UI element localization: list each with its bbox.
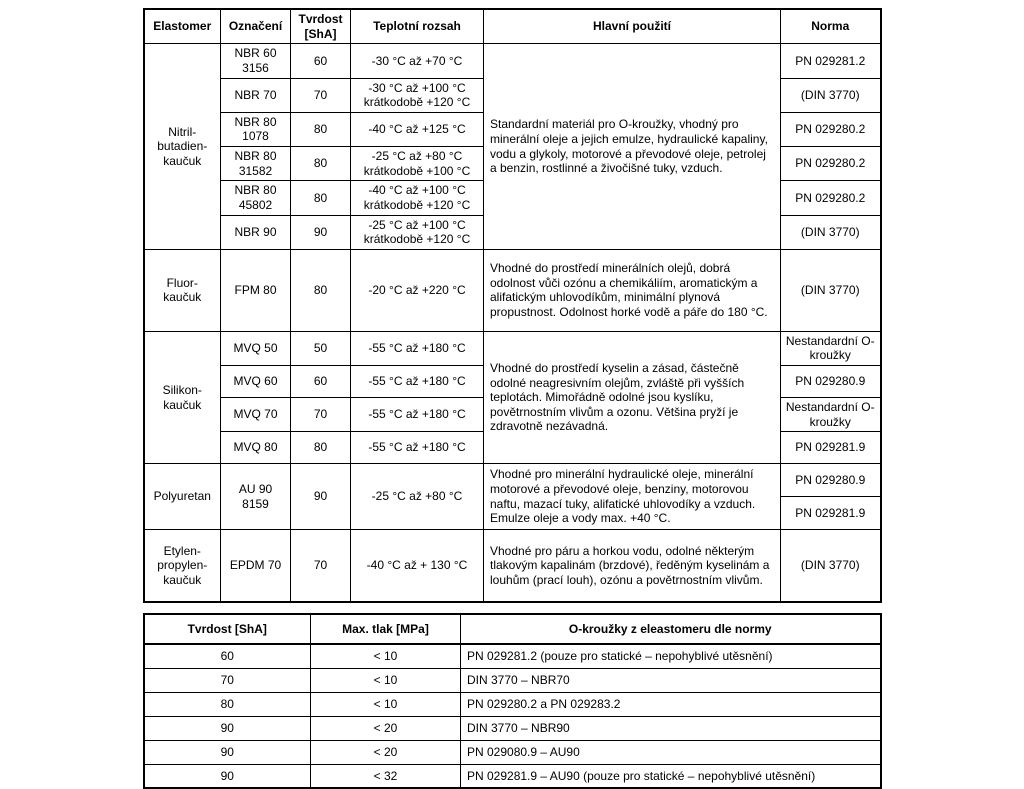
cell-oznaceni: FPM 80	[221, 249, 291, 331]
table-row	[144, 740, 881, 764]
cell-oznaceni: NBR 80 31582	[221, 147, 291, 181]
cell-tvrdost: 90	[144, 764, 311, 788]
cell-teplotni: -40 °C až +125 °C	[351, 112, 484, 146]
cell-elastomer-group: Silikon-kaučuk	[144, 331, 221, 464]
cell-norma-desc: PN 029080.9 – AU90	[461, 740, 881, 764]
cell-norma: Nestandardní O-kroužky	[781, 398, 881, 432]
table-row	[144, 716, 881, 740]
header-okrouzky-normy: O-kroužky z eleastomeru dle normy	[461, 614, 881, 644]
table-row	[144, 668, 881, 692]
cell-norma: PN 029281.9	[781, 432, 881, 464]
cell-tvrdost: 80	[291, 249, 351, 331]
cell-oznaceni: NBR 80 45802	[221, 181, 291, 215]
cell-tvrdost: 50	[291, 331, 351, 365]
cell-oznaceni: NBR 90	[221, 215, 291, 249]
cell-max-tlak: < 20	[311, 740, 461, 764]
cell-oznaceni: MVQ 60	[221, 366, 291, 398]
cell-tvrdost: 80	[144, 692, 311, 716]
cell-elastomer-group: Polyuretan	[144, 464, 221, 530]
cell-teplotni: -40 °C až + 130 °C	[351, 529, 484, 602]
cell-teplotni: -25 °C až +100 °C krátkodobě +120 °C	[351, 215, 484, 249]
cell-tvrdost: 70	[291, 529, 351, 602]
cell-oznaceni: NBR 80 1078	[221, 112, 291, 146]
cell-oznaceni: NBR 60 3156	[221, 44, 291, 78]
cell-oznaceni: MVQ 70	[221, 398, 291, 432]
cell-tvrdost: 60	[144, 644, 311, 668]
norms-table-header-row	[144, 614, 881, 644]
cell-tvrdost: 70	[291, 78, 351, 112]
cell-norma: (DIN 3770)	[781, 78, 881, 112]
cell-pouziti: Vhodné do prostředí minerálních olejů, dobrá odolnost vůči ozónu a chemikáliím, aromatickým a alifatickým uhlovodíkům, minimální plynová propustnost. Odolnost horké vodě a páře do 180 °C.	[484, 249, 781, 331]
cell-pouziti: Vhodné do prostředí kyselin a zásad, částečně odolné neagresivním olejům, zvláště při vyšších teplotách. Mimořádně odolné jsou kyslíku, povětrnostním vlivům a ozonu. Většina pryží je zdravotně nezávadná.	[484, 331, 781, 464]
header-hlavni-pouziti: Hlavní použití	[484, 9, 781, 44]
cell-teplotni: -55 °C až +180 °C	[351, 398, 484, 432]
cell-norma: (DIN 3770)	[781, 249, 881, 331]
cell-norma: PN 029280.9	[781, 464, 881, 497]
cell-teplotni: -40 °C až +100 °C krátkodobě +120 °C	[351, 181, 484, 215]
cell-teplotni: -30 °C až +100 °C krátkodobě +120 °C	[351, 78, 484, 112]
cell-norma: PN 029281.2	[781, 44, 881, 78]
cell-tvrdost: 60	[291, 366, 351, 398]
cell-norma: PN 029280.9	[781, 366, 881, 398]
cell-pouziti: Standardní materiál pro O-kroužky, vhodný pro minerální oleje a jejich emulze, hydraulické kapaliny, vodu a glykoly, motorové a převodové oleje, petrolej a benzin, rostlinné a živočišné tuky, vzduch.	[484, 44, 781, 250]
header-teplotni-rozsah: Teplotní rozsah	[351, 9, 484, 44]
table-row	[144, 249, 881, 331]
cell-oznaceni: MVQ 80	[221, 432, 291, 464]
elastomer-table-header-row	[144, 9, 881, 44]
cell-pouziti: Vhodné pro minerální hydraulické oleje, minerální motorové a převodové oleje, benziny, motorovou naftu, mazací tuky, alifatické uhlovodíky a vzduch. Emulze oleje a vody max. +40 °C.	[484, 464, 781, 530]
cell-oznaceni: EPDM 70	[221, 529, 291, 602]
cell-max-tlak: < 32	[311, 764, 461, 788]
norms-table	[143, 613, 882, 789]
cell-oznaceni: MVQ 50	[221, 331, 291, 365]
cell-elastomer-group: Nitril-butadien-kaučuk	[144, 44, 221, 250]
cell-teplotni: -25 °C až +80 °C krátkodobě +100 °C	[351, 147, 484, 181]
cell-norma-desc: PN 029280.2 a PN 029283.2	[461, 692, 881, 716]
cell-tvrdost: 80	[291, 181, 351, 215]
cell-pouziti: Vhodné pro páru a horkou vodu, odolné některým tlakovým kapalinám (brzdové), ředěným kyselinám a louhům (prací louh), ozónu a povětrnostním vlivům.	[484, 529, 781, 602]
elastomer-table	[143, 8, 882, 603]
header-elastomer: Elastomer	[144, 9, 221, 44]
header-max-tlak: Max. tlak [MPa]	[311, 614, 461, 644]
cell-norma-desc: PN 029281.2 (pouze pro statické – nepohyblivé utěsnění)	[461, 644, 881, 668]
cell-elastomer-group: Etylen-propylen-kaučuk	[144, 529, 221, 602]
header-norma: Norma	[781, 9, 881, 44]
cell-tvrdost: 90	[291, 215, 351, 249]
cell-tvrdost: 90	[144, 716, 311, 740]
table-row	[144, 529, 881, 602]
cell-teplotni: -25 °C až +80 °C	[351, 464, 484, 530]
cell-tvrdost: 70	[144, 668, 311, 692]
cell-max-tlak: < 10	[311, 692, 461, 716]
cell-norma-desc: DIN 3770 – NBR70	[461, 668, 881, 692]
cell-tvrdost: 80	[291, 432, 351, 464]
cell-tvrdost: 60	[291, 44, 351, 78]
cell-norma: PN 029280.2	[781, 147, 881, 181]
cell-norma: (DIN 3770)	[781, 529, 881, 602]
cell-tvrdost: 80	[291, 147, 351, 181]
cell-norma: PN 029280.2	[781, 181, 881, 215]
header-oznaceni: Označení	[221, 9, 291, 44]
cell-norma: Nestandardní O-kroužky	[781, 331, 881, 365]
cell-max-tlak: < 10	[311, 668, 461, 692]
cell-tvrdost: 90	[144, 740, 311, 764]
cell-tvrdost: 80	[291, 112, 351, 146]
table-row	[144, 464, 881, 497]
cell-teplotni: -55 °C až +180 °C	[351, 366, 484, 398]
cell-teplotni: -30 °C až +70 °C	[351, 44, 484, 78]
cell-teplotni: -55 °C až +180 °C	[351, 432, 484, 464]
cell-norma-desc: DIN 3770 – NBR90	[461, 716, 881, 740]
cell-elastomer-group: Fluor-kaučuk	[144, 249, 221, 331]
table-row	[144, 44, 881, 78]
cell-norma: PN 029281.9	[781, 497, 881, 530]
cell-tvrdost: 70	[291, 398, 351, 432]
table-row	[144, 644, 881, 668]
cell-oznaceni: AU 90 8159	[221, 464, 291, 530]
cell-norma: (DIN 3770)	[781, 215, 881, 249]
cell-teplotni: -20 °C až +220 °C	[351, 249, 484, 331]
cell-tvrdost: 90	[291, 464, 351, 530]
header-tvrdost-sha: Tvrdost [ShA]	[144, 614, 311, 644]
cell-teplotni: -55 °C až +180 °C	[351, 331, 484, 365]
cell-oznaceni: NBR 70	[221, 78, 291, 112]
table-row	[144, 692, 881, 716]
cell-norma-desc: PN 029281.9 – AU90 (pouze pro statické – nepohyblivé utěsnění)	[461, 764, 881, 788]
header-tvrdost: Tvrdost [ShA]	[291, 9, 351, 44]
cell-max-tlak: < 20	[311, 716, 461, 740]
table-row	[144, 331, 881, 365]
cell-norma: PN 029280.2	[781, 112, 881, 146]
cell-max-tlak: < 10	[311, 644, 461, 668]
